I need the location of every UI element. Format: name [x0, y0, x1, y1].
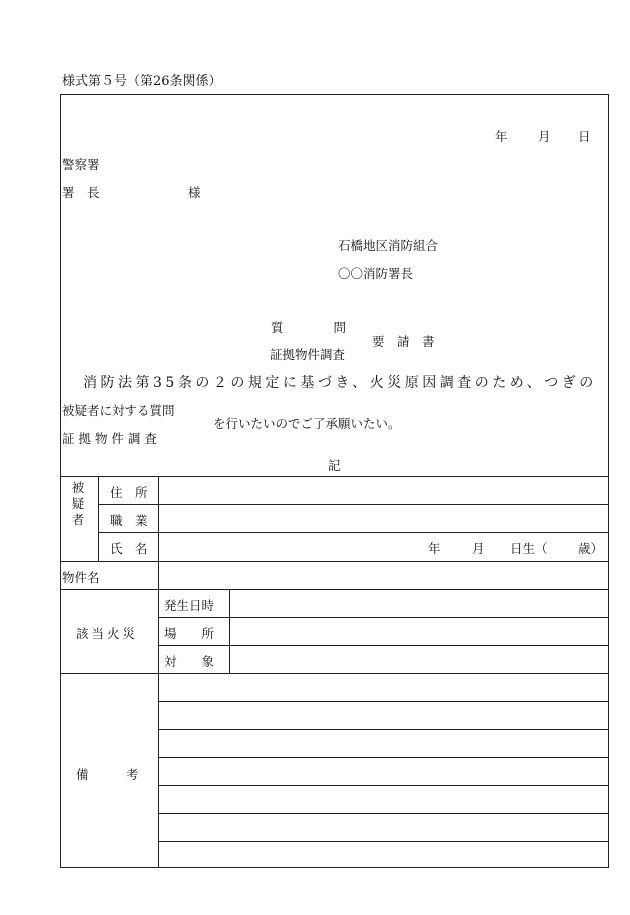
- suspect-group-label: 被疑者: [71, 480, 85, 527]
- grid-line: [158, 701, 609, 702]
- grid-line: [158, 617, 609, 618]
- fire-place-label: 場 所: [164, 626, 215, 641]
- suspect-name-label: 氏 名: [110, 541, 148, 556]
- fire-target-label: 対 象: [164, 654, 215, 669]
- grid-line: [98, 476, 99, 561]
- grid-line: [229, 589, 230, 673]
- remarks-label: 備 考: [76, 767, 139, 782]
- date-month: 月: [538, 129, 551, 144]
- grid-line: [60, 589, 609, 590]
- grid-line: [60, 476, 609, 477]
- grid-line: [158, 729, 609, 730]
- grid-line: [158, 785, 609, 786]
- grid-line: [60, 673, 609, 674]
- grid-line: [60, 561, 609, 562]
- title-evidence: 証拠物件調査: [270, 347, 346, 362]
- sender-chief: 〇〇消防署長: [338, 266, 414, 281]
- form-title: 様式第５号（第26条関係）: [62, 74, 222, 89]
- suspect-address-label: 住 所: [110, 485, 148, 500]
- title-question: 質 問: [271, 320, 347, 335]
- body-line-1: 消防法第35条の２の規定に基づき、火災原因調査のため、つぎの: [83, 375, 597, 391]
- addressee-office: 警察署: [62, 157, 100, 172]
- birth-month-label: 月: [472, 541, 485, 556]
- grid-line: [158, 813, 609, 814]
- property-name-label: 物件名: [62, 570, 100, 585]
- title-request: 要 請 書: [372, 334, 435, 349]
- age-label: 歳）: [578, 541, 604, 556]
- date-day: 日: [578, 129, 591, 144]
- grid-line: [98, 532, 609, 533]
- birth-day-label: 日生（: [510, 541, 548, 556]
- body-question: 被疑者に対する質問: [62, 403, 175, 418]
- date-year: 年: [495, 129, 508, 144]
- form-frame: [60, 94, 609, 868]
- addressee-chief: 署 長: [62, 185, 100, 200]
- fire-group-label: 該当火災: [76, 626, 139, 641]
- ki-label: 記: [328, 458, 341, 473]
- grid-line: [158, 841, 609, 842]
- sender-org: 石橋地区消防組合: [338, 238, 439, 253]
- body-request: を行いたいのでご了承願いたい。: [213, 416, 401, 431]
- body-evidence: 証 拠 物 件 調 査: [62, 431, 157, 446]
- birth-year-label: 年: [428, 541, 441, 556]
- fire-datetime-label: 発生日時: [164, 598, 215, 613]
- addressee-honorific: 様: [188, 185, 201, 200]
- grid-line: [158, 757, 609, 758]
- grid-line: [98, 504, 609, 505]
- suspect-occupation-label: 職 業: [110, 513, 148, 528]
- grid-line: [158, 645, 609, 646]
- grid-line: [158, 476, 159, 868]
